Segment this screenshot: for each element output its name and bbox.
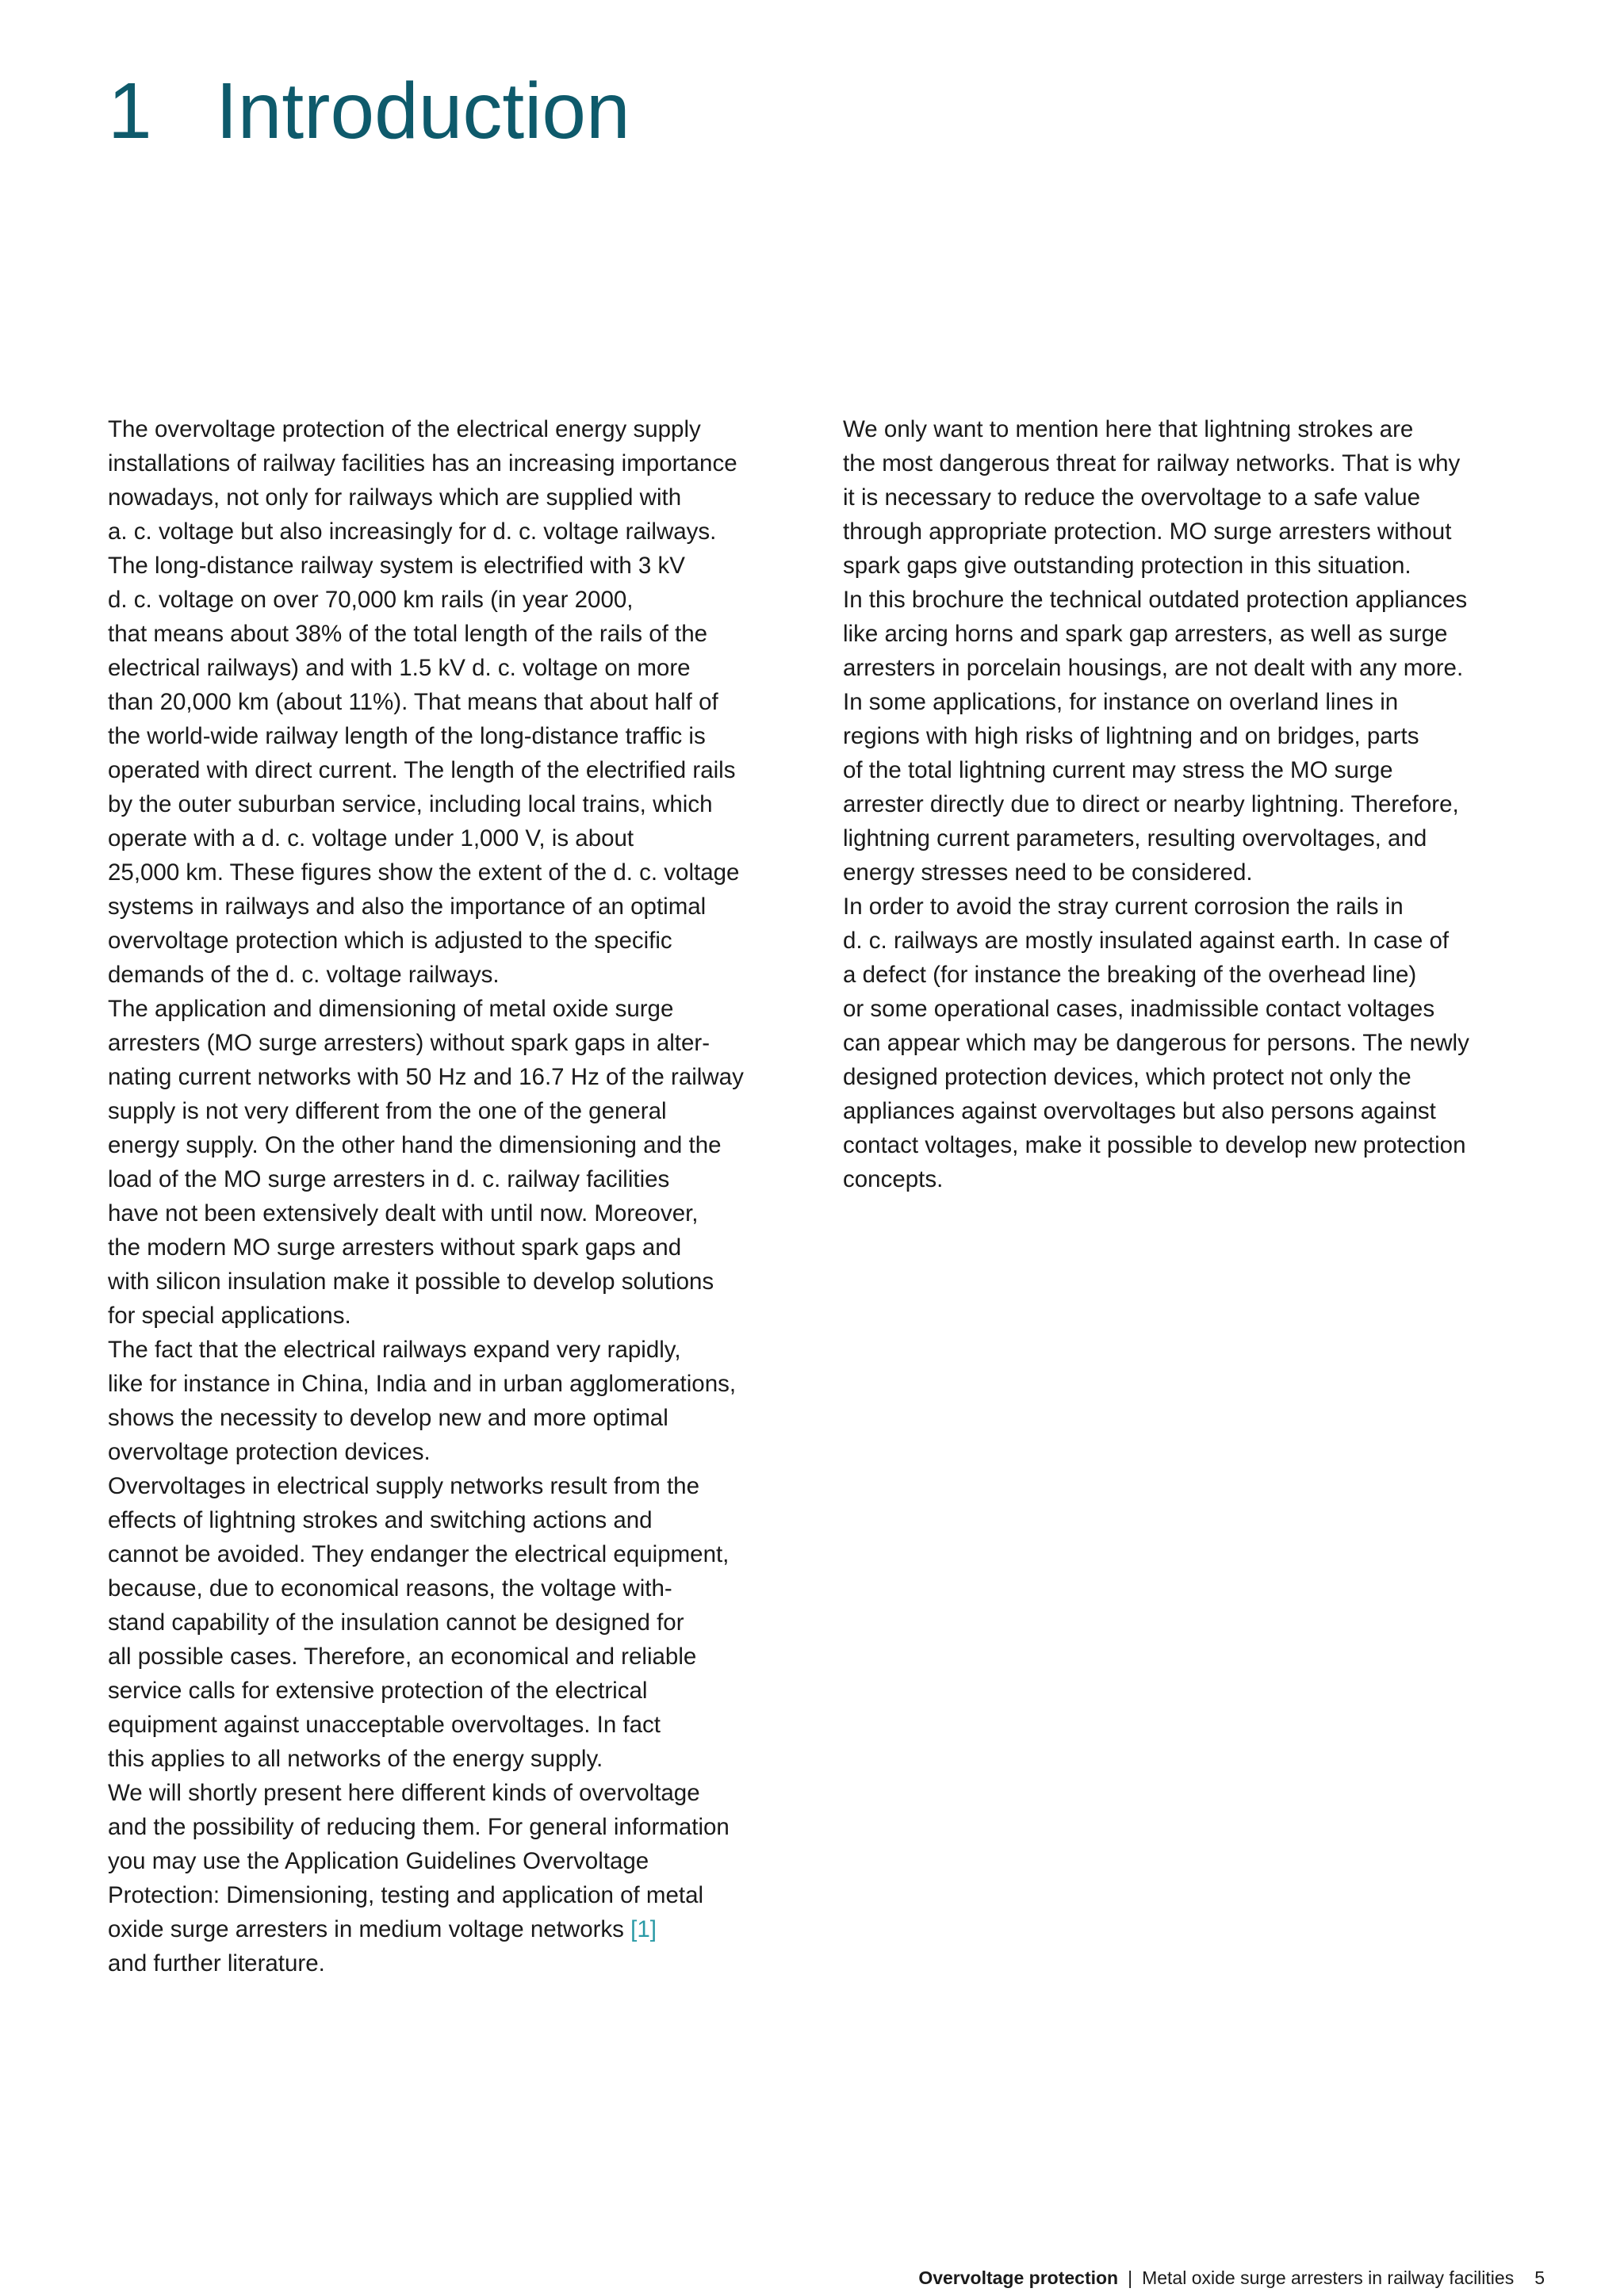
- reference-link[interactable]: [1]: [630, 1916, 657, 1942]
- text-line: concepts.: [843, 1166, 944, 1192]
- body-paragraph: [843, 685, 1557, 890]
- text-line: d. c. railways are mostly insulated against earth. In case of: [843, 928, 1450, 954]
- text-line: arresters (MO surge arresters) without spark gaps in alter-: [108, 1030, 710, 1056]
- body-paragraph: [108, 1333, 822, 1469]
- text-line: can appear which may be dangerous for persons. The newly: [843, 1030, 1469, 1056]
- text-line: like for instance in China, India and in urban agglomerations,: [108, 1371, 737, 1397]
- text-line: We only want to mention here that lightning strokes are: [843, 416, 1414, 442]
- text-line: The application and dimensioning of metal oxide surge: [108, 996, 674, 1022]
- text-line: 25,000 km. These figures show the extent of the d. c. voltage: [108, 859, 740, 886]
- text-line: The fact that the electrical railways expand very rapidly,: [108, 1337, 681, 1363]
- footer-separator: |: [1128, 2267, 1133, 2288]
- text-line: effects of lightning strokes and switching actions and: [108, 1507, 653, 1533]
- text-line: Protection: Dimensioning, testing and application of metal: [108, 1882, 704, 1908]
- text-line: The long-distance railway system is electrified with 3 kV: [108, 553, 685, 579]
- text-line: equipment against unacceptable overvoltages. In fact: [108, 1712, 661, 1738]
- body-paragraph: [108, 412, 822, 992]
- text-line: Overvoltages in electrical supply networks result from the: [108, 1473, 699, 1499]
- right-column: [843, 412, 1557, 1196]
- text-line: all possible cases. Therefore, an economical and reliable: [108, 1644, 697, 1670]
- page-number: 5: [1534, 2267, 1545, 2288]
- text-line: contact voltages, make it possible to develop new protection: [843, 1132, 1466, 1158]
- text-line: overvoltage protection devices.: [108, 1439, 431, 1465]
- text-line: energy stresses need to be considered.: [843, 859, 1253, 886]
- text-line: spark gaps give outstanding protection in this situation.: [843, 553, 1411, 579]
- body-paragraph: [843, 412, 1557, 583]
- text-line: or some operational cases, inadmissible contact voltages: [843, 996, 1435, 1022]
- body-paragraph: [843, 583, 1557, 685]
- text-line: regions with high risks of lightning and on bridges, parts: [843, 723, 1419, 749]
- page-footer: [918, 2264, 1545, 2291]
- text-line: for special applications.: [108, 1303, 351, 1329]
- text-line: this applies to all networks of the energy supply.: [108, 1746, 603, 1772]
- text-line: electrical railways) and with 1.5 kV d. c. voltage on more: [108, 655, 691, 681]
- text-line: because, due to economical reasons, the voltage with-: [108, 1575, 672, 1601]
- text-line: We will shortly present here different kinds of overvoltage: [108, 1780, 700, 1806]
- text-line: energy supply. On the other hand the dimensioning and the: [108, 1132, 722, 1158]
- text-line: the most dangerous threat for railway networks. That is why: [843, 450, 1461, 476]
- text-line: like arcing horns and spark gap arresters, as well as surge: [843, 621, 1448, 647]
- page-title: [108, 55, 630, 166]
- text-line: nating current networks with 50 Hz and 16.7 Hz of the railway: [108, 1064, 744, 1090]
- text-line: appliances against overvoltages but also persons against: [843, 1098, 1436, 1124]
- text-line: operated with direct current. The length of the electrified rails: [108, 757, 736, 783]
- text-line: load of the MO surge arresters in d. c. railway facilities: [108, 1166, 670, 1192]
- chapter-title: Introduction: [216, 67, 630, 155]
- text-line: by the outer suburban service, including local trains, which: [108, 791, 713, 817]
- text-line: a defect (for instance the breaking of the overhead line): [843, 962, 1417, 988]
- body-paragraph: [108, 992, 822, 1333]
- text-line: operate with a d. c. voltage under 1,000 V, is about: [108, 825, 634, 851]
- text-line: the world-wide railway length of the long-distance traffic is: [108, 723, 706, 749]
- text-line: cannot be avoided. They endanger the electrical equipment,: [108, 1541, 730, 1567]
- text-line: supply is not very different from the one of the general: [108, 1098, 667, 1124]
- text-line: than 20,000 km (about 11%). That means that about half of: [108, 689, 718, 715]
- text-line: [108, 1912, 822, 1946]
- text-line: of the total lightning current may stress the MO surge: [843, 757, 1393, 783]
- footer-subtitle: Metal oxide surge arresters in railway facilities: [1142, 2267, 1515, 2288]
- text-line: service calls for extensive protection of the electrical: [108, 1678, 648, 1704]
- text-line: In this brochure the technical outdated protection appliances: [843, 587, 1468, 613]
- footer-section: Overvoltage protection: [918, 2267, 1119, 2288]
- text-line: with silicon insulation make it possible to develop solutions: [108, 1269, 714, 1295]
- text-line: it is necessary to reduce the overvoltage to a safe value: [843, 484, 1421, 511]
- text-line: The overvoltage protection of the electrical energy supply: [108, 416, 701, 442]
- text-line: and further literature.: [108, 1950, 325, 1976]
- chapter-number: 1: [108, 67, 152, 155]
- text-line: installations of railway facilities has an increasing importance: [108, 450, 737, 476]
- text-line: demands of the d. c. voltage railways.: [108, 962, 500, 988]
- text-line: the modern MO surge arresters without spark gaps and: [108, 1234, 682, 1261]
- body-paragraph: [108, 1469, 822, 1776]
- text-line: In order to avoid the stray current corrosion the rails in: [843, 894, 1404, 920]
- text-line: In some applications, for instance on overland lines in: [843, 689, 1399, 715]
- text-line: and the possibility of reducing them. For general information: [108, 1814, 730, 1840]
- text-line: d. c. voltage on over 70,000 km rails (in year 2000,: [108, 587, 634, 613]
- reference-line-text: oxide surge arresters in medium voltage networks: [108, 1916, 631, 1942]
- text-line: lightning current parameters, resulting overvoltages, and: [843, 825, 1427, 851]
- text-line: arresters in porcelain housings, are not dealt with any more.: [843, 655, 1464, 681]
- text-line: that means about 38% of the total length of the rails of the: [108, 621, 708, 647]
- text-line: nowadays, not only for railways which are supplied with: [108, 484, 682, 511]
- body-paragraph: [108, 1776, 822, 1980]
- text-line: shows the necessity to develop new and more optimal: [108, 1405, 668, 1431]
- text-line: through appropriate protection. MO surge arresters without: [843, 519, 1452, 545]
- text-line: stand capability of the insulation cannot be designed for: [108, 1609, 684, 1636]
- text-line: you may use the Application Guidelines Overvoltage: [108, 1848, 649, 1874]
- left-column: [108, 412, 822, 1980]
- text-line: overvoltage protection which is adjusted to the specific: [108, 928, 672, 954]
- text-line: a. c. voltage but also increasingly for d. c. voltage railways.: [108, 519, 717, 545]
- body-paragraph: [843, 890, 1557, 1196]
- text-line: designed protection devices, which protect not only the: [843, 1064, 1411, 1090]
- text-line: systems in railways and also the importance of an optimal: [108, 894, 707, 920]
- text-line: arrester directly due to direct or nearby lightning. Therefore,: [843, 791, 1459, 817]
- text-line: have not been extensively dealt with until now. Moreover,: [108, 1200, 699, 1226]
